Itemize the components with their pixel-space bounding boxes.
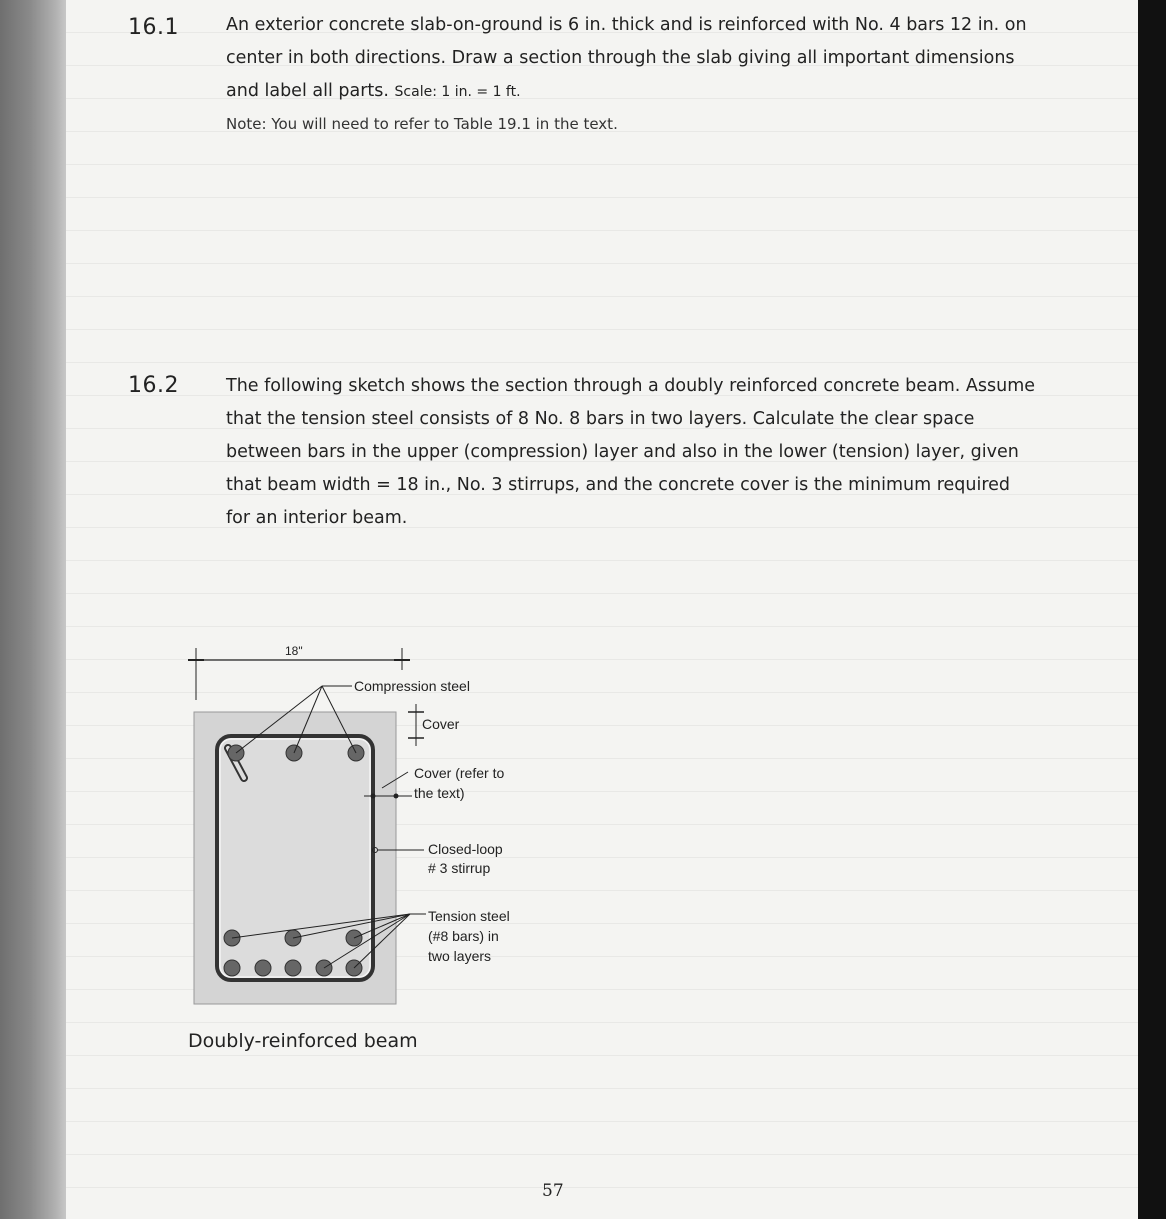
tension-bar: [285, 960, 301, 976]
stirrup-label-1: Closed-loop: [428, 841, 503, 857]
problem-16-1-note: Note: You will need to refer to Table 19.1 in the text.: [226, 115, 618, 133]
scan-edge: [1138, 0, 1166, 1219]
beam-section-figure: [120, 630, 580, 1070]
problem-number-16-2: 16.2: [128, 373, 179, 398]
page-number: 57: [542, 1181, 564, 1201]
problem-16-1-scale: Scale: 1 in. = 1 ft.: [394, 84, 521, 100]
tension-bar: [255, 960, 271, 976]
problem-number-16-1: 16.1: [128, 15, 179, 40]
tension-label-3: two layers: [428, 948, 492, 964]
cover-refer-label-1: Cover (refer to: [414, 765, 505, 781]
tension-label-1: Tension steel: [428, 908, 510, 924]
problem-16-2-text: The following sketch shows the section through a doubly reinforced concrete beam. Assume that the tension steel consists of 8 No. 8 bars in two layers. Calculate the clear space between bars in the upper (compression) layer and also in the lower (tension) layer, given that beam width = 18 in., No. 3 stirrups, and the concrete cover is the minimum required for an interior beam.: [226, 376, 1036, 528]
cover-refer-label-2: the text): [414, 785, 465, 801]
book-binding: [0, 0, 70, 1219]
width-label: 18": [285, 644, 303, 658]
stirrup-label-2: # 3 stirrup: [428, 860, 491, 876]
cover-label: Cover: [422, 716, 460, 732]
tension-bar: [224, 960, 240, 976]
compression-steel-label: Compression steel: [354, 678, 470, 694]
figure-caption: Doubly-reinforced beam: [188, 1030, 418, 1052]
problem-16-1-text: [226, 9, 1036, 109]
problem-16-1-statement: An exterior concrete slab-on-ground is 6 in. thick and is reinforced with No. 4 bars 12 in. on center in both directions. Draw a section through the slab giving all important dimensions and label all parts.: [226, 15, 1027, 101]
tension-label-2: (#8 bars) in: [428, 928, 499, 944]
